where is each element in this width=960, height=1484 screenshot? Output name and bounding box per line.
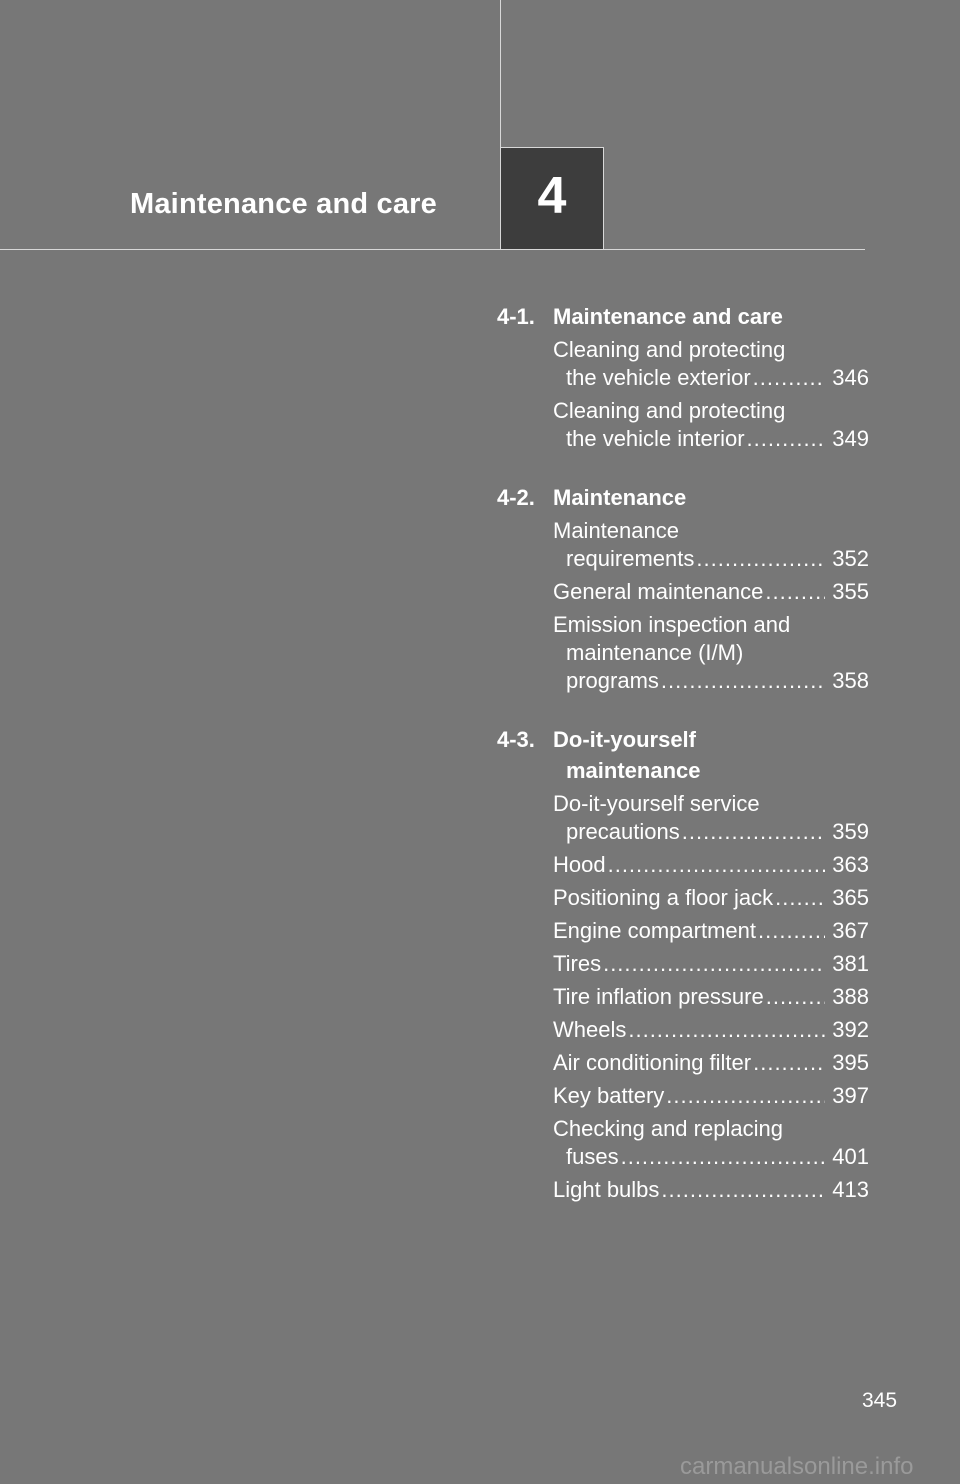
vertical-divider [500, 0, 501, 148]
leader-dots [753, 1049, 825, 1077]
section-title [553, 724, 869, 786]
leader-dots [628, 1016, 825, 1044]
entry-last-line [553, 425, 869, 453]
toc-section [497, 724, 869, 1204]
entry-last-line [553, 364, 869, 392]
entry-page-number: 358 [832, 668, 869, 693]
toc-entry[interactable] [553, 950, 869, 978]
entry-last-line [553, 578, 869, 606]
entry-text-line: Tires [553, 951, 602, 976]
leader-dots [608, 851, 825, 879]
toc-entry[interactable] [553, 917, 869, 945]
section-title-line: maintenance [566, 758, 701, 783]
entry-last-line [553, 818, 869, 846]
entry-text-line: Tire inflation pressure [553, 984, 764, 1009]
toc-entry[interactable] [553, 1115, 869, 1171]
leader-dots [758, 917, 825, 945]
chapter-number: 4 [537, 166, 567, 225]
entry-last-line [553, 1143, 869, 1171]
entry-text-line: General maintenance [553, 579, 764, 604]
entry-last-line [553, 983, 869, 1011]
leader-dots [766, 983, 825, 1011]
entry-text-line: requirements [566, 546, 695, 571]
entry-last-line [553, 667, 869, 695]
toc-entry[interactable] [553, 578, 869, 606]
toc-entry[interactable] [553, 1176, 869, 1204]
entry-text-line: Hood [553, 852, 606, 877]
entry-text-line: Key battery [553, 1083, 665, 1108]
leader-dots [747, 425, 825, 453]
section-number: 4-3. [497, 727, 535, 752]
entry-text-line: precautions [566, 819, 680, 844]
entry-page-number: 397 [832, 1083, 869, 1108]
leader-dots [696, 545, 825, 573]
header-rule [0, 249, 865, 250]
entry-text-line: Emission inspection and [553, 612, 791, 637]
toc-entry[interactable] [553, 611, 869, 695]
entry-page-number: 352 [832, 546, 869, 571]
entry-text-line: Cleaning and protecting [553, 337, 786, 362]
leader-dots [666, 1082, 825, 1110]
entry-text-line: Do-it-yourself service [553, 791, 760, 816]
entry-page-number: 395 [832, 1050, 869, 1075]
entry-text-line: Wheels [553, 1017, 627, 1042]
toc-entry[interactable] [553, 1016, 869, 1044]
entry-text-line: Engine compartment [553, 918, 756, 943]
toc-section [497, 301, 869, 453]
toc-entry[interactable] [553, 851, 869, 879]
page-number: 345 [862, 1389, 898, 1412]
toc-entry[interactable] [553, 790, 869, 846]
entry-text-line: the vehicle interior [566, 426, 745, 451]
toc-entry[interactable] [553, 1049, 869, 1077]
entry-last-line [553, 1016, 869, 1044]
entry-last-line [553, 851, 869, 879]
entry-text-line: Positioning a floor jack [553, 885, 774, 910]
section-number: 4-1. [497, 304, 535, 329]
leader-dots [661, 1176, 825, 1204]
section-number: 4-2. [497, 485, 535, 510]
toc-entry[interactable] [553, 1082, 869, 1110]
entry-page-number: 346 [832, 365, 869, 390]
entry-last-line [553, 1176, 869, 1204]
entry-page-number: 349 [832, 426, 869, 451]
entry-last-line [553, 884, 869, 912]
entry-text-line: fuses [566, 1144, 619, 1169]
entry-page-number: 365 [832, 885, 869, 910]
entry-last-line [553, 1049, 869, 1077]
section-heading [497, 482, 869, 513]
section-heading [497, 724, 869, 786]
leader-dots [603, 950, 825, 978]
entry-text-line: maintenance (I/M) [566, 640, 744, 665]
entry-page-number: 363 [832, 852, 869, 877]
entry-page-number: 367 [832, 918, 869, 943]
section-title-line: Maintenance [553, 485, 687, 510]
entry-text-line: Maintenance [553, 518, 679, 543]
entry-page-number: 359 [832, 819, 869, 844]
section-title [553, 301, 869, 332]
entry-text-line: Light bulbs [553, 1177, 660, 1202]
entry-page-number: 392 [832, 1017, 869, 1042]
entry-page-number: 381 [832, 951, 869, 976]
leader-dots [775, 884, 825, 912]
section-title [553, 482, 869, 513]
entry-page-number: 413 [832, 1177, 869, 1202]
chapter-title: Maintenance and care [130, 188, 437, 220]
leader-dots [621, 1143, 825, 1171]
section-title-line: Maintenance and care [553, 304, 783, 329]
leader-dots [753, 364, 825, 392]
entry-last-line [553, 545, 869, 573]
leader-dots [765, 578, 825, 606]
table-of-contents [497, 301, 869, 1233]
leader-dots [661, 667, 825, 695]
entry-page-number: 355 [832, 579, 869, 604]
entry-text-line: the vehicle exterior [566, 365, 751, 390]
toc-entry[interactable] [553, 884, 869, 912]
entry-last-line [553, 917, 869, 945]
toc-section [497, 482, 869, 695]
section-heading [497, 301, 869, 332]
entry-text-line: Checking and replacing [553, 1116, 783, 1141]
entry-text-line: Air conditioning filter [553, 1050, 752, 1075]
entry-last-line [553, 950, 869, 978]
section-title-line: Do-it-yourself [553, 727, 696, 752]
entry-page-number: 401 [832, 1144, 869, 1169]
toc-entry[interactable] [553, 336, 869, 392]
entry-last-line [553, 1082, 869, 1110]
toc-entry[interactable] [553, 397, 869, 453]
watermark: carmanualsonline.info [680, 1453, 914, 1480]
toc-entry[interactable] [553, 983, 869, 1011]
entry-text-line: programs [566, 668, 659, 693]
entry-text-line: Cleaning and protecting [553, 398, 786, 423]
toc-entry[interactable] [553, 517, 869, 573]
chapter-number-tab [500, 147, 604, 250]
leader-dots [682, 818, 825, 846]
entry-page-number: 388 [832, 984, 869, 1009]
